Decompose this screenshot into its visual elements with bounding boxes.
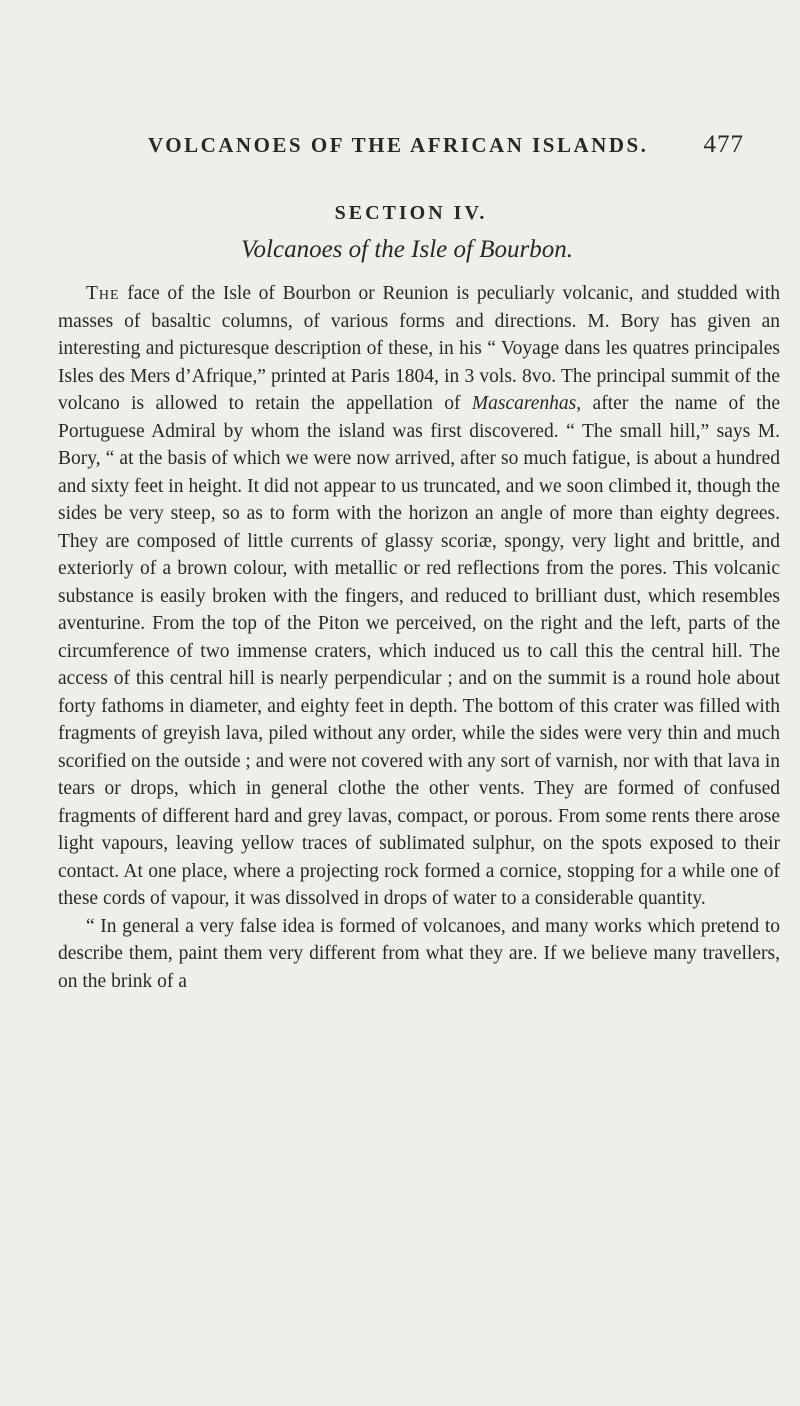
running-title: VOLCANOES OF THE AFRICAN ISLANDS.	[148, 133, 649, 157]
paragraph	[58, 913, 780, 996]
paragraph-text: , after the name of the Portuguese Admiral by whom the island was first discovered. “ The small hill,” says M. Bory, “ at the basis of which we were now arrived, after so much fatigue, is about a hundred and sixty feet in height. It did not appear to us truncated, and we soon climbed it, though the sides be very steep, so as to form with the horizon an angle of more than eighty degrees. They are composed of little currents of glassy scoriæ, spongy, very light and brittle, and exteriorly of a brown colour, with metallic or red reflections from the pores. This volcanic substance is easily broken with the fingers, and reduced to brilliant dust, which resembles aventurine. From the top of the Piton we perceived, on the right and the left, parts of the circumference of two immense craters, which induced us to call this the central hill. The access of this central hill is nearly perpendicular ; and on the summit is a round hole about forty fathoms in diameter, and eighty feet in depth. The bottom of this crater was filled with fragments of greyish lava, piled without any order, while the sides were very thin and much scorified on the outside ; and were not covered with any sort of varnish, nor with that lava in tears or drops, which in general clothe the other vents. They are formed of confused fragments of different hard and grey lavas, compact, or porous. From some rents there arose light vapours, leaving yellow traces of sublimated sulphur, on the spots exposed to their contact. At one place, where a projecting rock formed a cornice, stopping for a while one of these cords of vapour, it was dissolved in drops of water to a considerable quantity.	[58, 393, 780, 909]
paragraph-text: face of the Isle of Bourbon or Reunion is peculiarly volcanic, and studded with masses of basaltic columns, of various forms and directions. M. Bory has given an interesting and picturesque description of these, in his “ Voyage dans les quatres principales Isles des Mers d’Afrique,” printed at Paris 1804, in 3 vols. 8vo. The principal summit of the volcano is allowed to retain the appellation of	[58, 283, 780, 414]
italic-name: Mascarenhas	[471, 393, 577, 414]
paragraph	[58, 280, 780, 913]
lead-word: The	[86, 283, 120, 304]
section-heading: SECTION IV.	[334, 202, 488, 224]
body-text	[58, 280, 780, 995]
paragraph-text: “ In general a very false idea is formed of volcanoes, and many works which pretend to describe them, paint them very different from what they are. If we believe many travellers, on the brink of a	[58, 915, 780, 992]
section-subtitle: Volcanoes of the Isle of Bourbon.	[241, 236, 573, 263]
running-head	[148, 133, 744, 163]
page-number: 477	[703, 131, 744, 158]
